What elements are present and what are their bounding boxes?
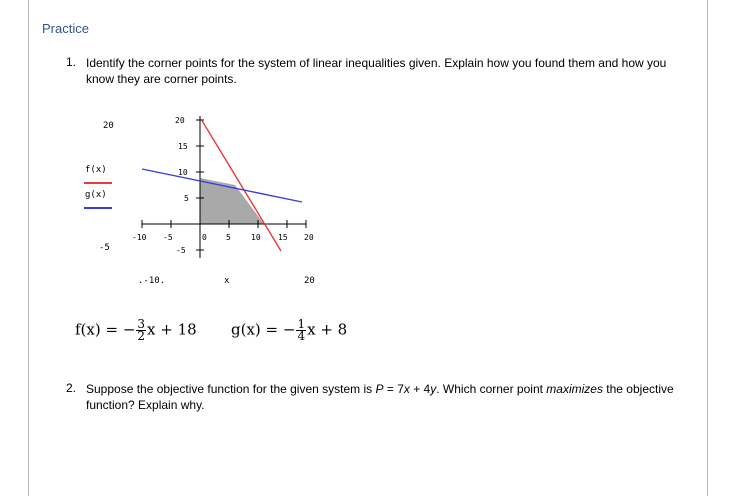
- q2-seg: . Which corner point: [436, 382, 547, 396]
- formula-f-rhs: x + 18: [147, 320, 197, 339]
- legend-g-line: [84, 207, 112, 209]
- inequality-graph: [130, 110, 330, 270]
- x-axis-variable-label: x: [224, 276, 230, 286]
- formula-f-fraction: [136, 319, 146, 342]
- q2-seg: = 7: [383, 382, 404, 396]
- y-axis-bottom-label: -5: [99, 243, 110, 253]
- formula-g: [231, 319, 347, 342]
- question-1-text: Identify the corner points for the system of linear inequalities given. Explain how you found them and how you know they are corner points.: [86, 56, 667, 86]
- formula-f-lhs: f(x) = −: [75, 320, 136, 339]
- q2-seg: + 4: [409, 382, 431, 396]
- page-heading: Practice: [42, 21, 89, 36]
- y-axis-top-label: 20: [103, 121, 114, 131]
- y-tick-label: 20: [175, 116, 185, 125]
- x-tick-label: 20: [304, 233, 314, 242]
- question-1-number: 1.: [66, 55, 77, 69]
- formula-f-numerator: 3: [137, 317, 146, 331]
- y-tick-label: 10: [178, 168, 188, 177]
- formula-g-rhs: x + 8: [307, 320, 348, 339]
- formula-g-lhs: g(x) = −: [231, 320, 296, 339]
- question-2-number: 2.: [66, 381, 77, 395]
- x-tick-label: 10: [251, 233, 261, 242]
- y-tick-label: -5: [176, 246, 186, 255]
- x-tick-label: 15: [278, 233, 288, 242]
- q2-seg: Suppose the objective function for the given system is: [86, 382, 376, 396]
- q2-seg: the objective function? Explain why.: [86, 382, 674, 412]
- y-tick-label: 5: [184, 194, 189, 203]
- x-axis-left-label: .-10.: [138, 276, 166, 286]
- q2-var-p: P: [375, 382, 384, 396]
- x-axis-right-label: 20: [304, 276, 315, 286]
- question-2-text: [86, 381, 696, 413]
- legend-f-label: f(x): [85, 165, 107, 175]
- formula-f-denominator: 2: [137, 329, 146, 343]
- q2-var-x: x: [403, 382, 410, 396]
- x-tick-label: 0: [202, 233, 207, 242]
- formula-g-denominator: 4: [297, 329, 306, 343]
- feasible-region: [200, 178, 264, 224]
- formula-g-fraction: [296, 319, 306, 342]
- y-tick-label: 15: [178, 142, 188, 151]
- x-tick-label: 5: [226, 233, 231, 242]
- x-tick-label: -5: [163, 233, 173, 242]
- formula-f: [75, 319, 197, 342]
- q2-var-y: y: [430, 382, 437, 396]
- formula-g-numerator: 1: [297, 317, 306, 331]
- legend-f-line: [84, 182, 112, 184]
- x-tick-label: -10: [132, 233, 147, 242]
- legend-g-label: g(x): [85, 190, 107, 200]
- q2-emphasis: maximizes: [546, 382, 603, 396]
